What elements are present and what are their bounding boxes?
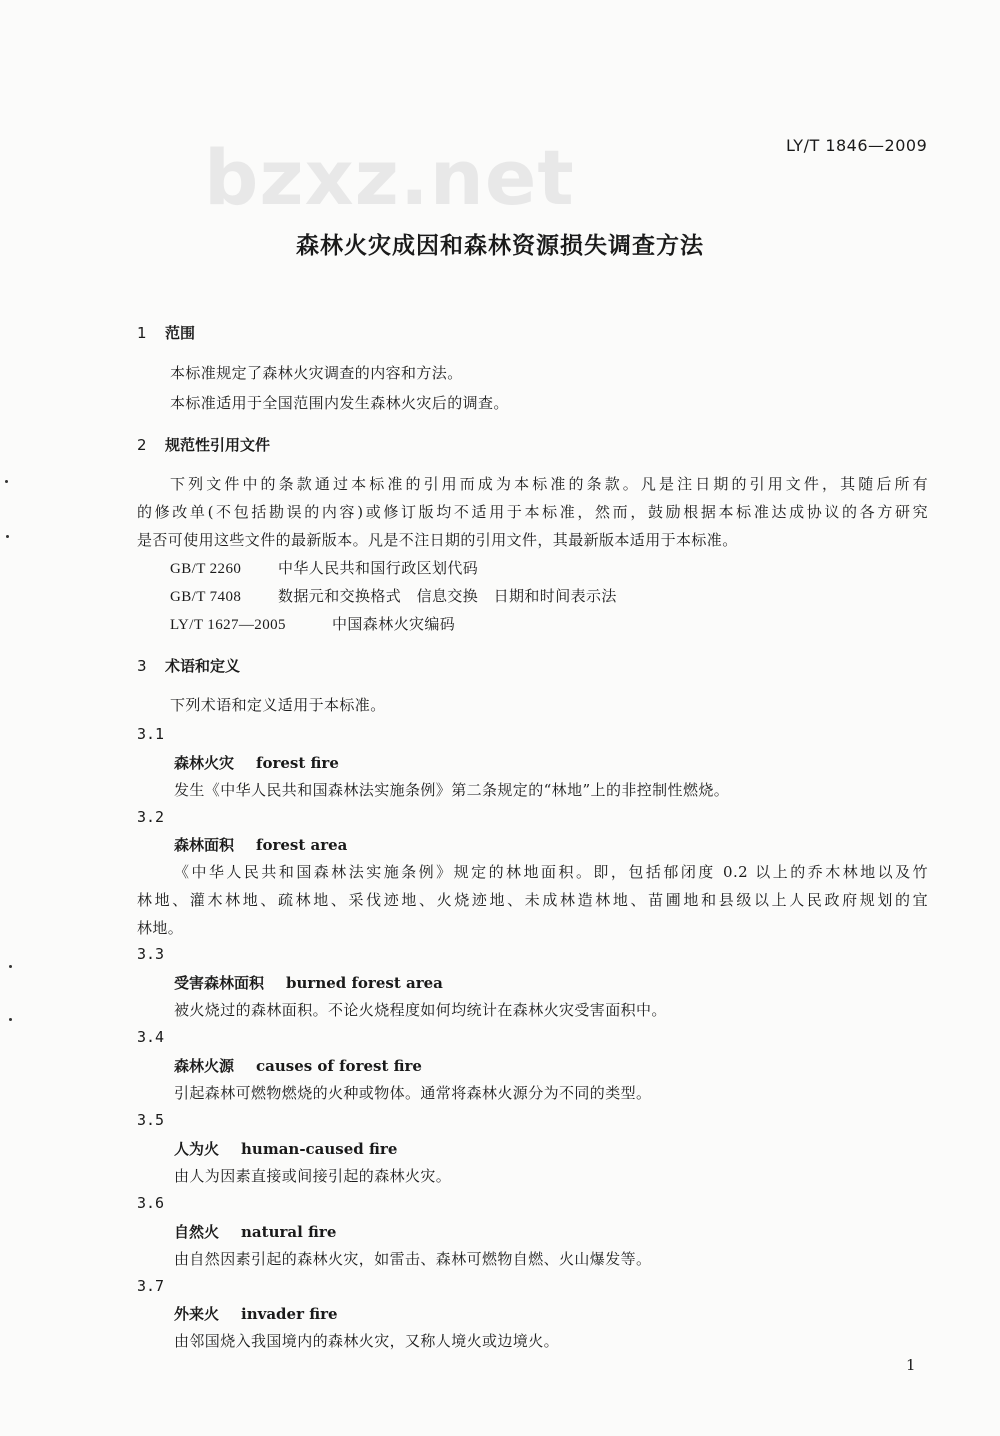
term-definition: 发生《中华人民共和国森林法实施条例》第二条规定的“林地”上的非控制性燃烧。	[174, 781, 730, 799]
term-heading	[174, 1303, 338, 1324]
term-number: 3.4	[137, 1028, 165, 1046]
term-en: invader fire	[241, 1305, 338, 1323]
term-heading	[174, 1138, 397, 1159]
reference-code: LY/T 1627—2005	[170, 617, 286, 633]
section-3-heading	[137, 655, 240, 676]
term-definition: 引起森林可燃物燃烧的火种或物体。通常将森林火源分为不同的类型。	[174, 1084, 652, 1102]
scan-speck	[6, 535, 9, 538]
reference-name: 中华人民共和国行政区划代码	[278, 559, 479, 577]
scan-speck	[9, 965, 12, 968]
page-number: 1	[906, 1356, 916, 1374]
term-en: natural fire	[241, 1223, 337, 1241]
reference-code: GB/T 2260	[170, 561, 242, 577]
section-2-heading	[137, 434, 270, 455]
term-number: 3.1	[137, 725, 165, 743]
paragraph: 下列术语和定义适用于本标准。	[170, 696, 386, 714]
term-heading	[174, 1221, 336, 1242]
term-en: forest area	[256, 836, 348, 854]
term-zh: 森林火灾	[174, 754, 235, 772]
term-en: burned forest area	[286, 974, 443, 992]
reference-name: 数据元和交换格式 信息交换 日期和时间表示法	[278, 587, 617, 605]
term-en: human-caused fire	[241, 1140, 398, 1158]
term-definition: 由自然因素引起的森林火灾，如雷击、森林可燃物自燃、火山爆发等。	[174, 1250, 652, 1268]
section-title: 术语和定义	[165, 657, 241, 675]
scan-speck	[5, 480, 8, 483]
watermark: bzxz.net	[204, 133, 575, 222]
term-zh: 外来火	[174, 1305, 220, 1323]
term-en: forest fire	[256, 754, 339, 772]
term-zh: 森林火源	[174, 1057, 235, 1075]
term-zh: 自然火	[174, 1223, 220, 1241]
term-heading	[174, 834, 347, 855]
term-number: 3.2	[137, 808, 165, 826]
term-en: causes of forest fire	[256, 1057, 422, 1075]
reference-item	[170, 613, 455, 634]
reference-item	[170, 557, 478, 578]
standard-code: LY/T 1846—2009	[786, 136, 928, 155]
reference-name: 中国森林火灾编码	[332, 615, 456, 633]
section-title: 范围	[165, 324, 196, 342]
reference-item	[170, 585, 617, 606]
term-heading	[174, 1055, 422, 1076]
reference-code: GB/T 7408	[170, 589, 242, 605]
paragraph-line: 的修改单(不包括勘误的内容)或修订版均不适用于本标准，然而，鼓励根据本标准达成协议的各方研究	[137, 503, 928, 521]
paragraph-line: 是否可使用这些文件的最新版本。凡是不注日期的引用文件，其最新版本适用于本标准。	[137, 531, 738, 549]
term-number: 3.6	[137, 1194, 165, 1212]
section-title: 规范性引用文件	[165, 436, 271, 454]
paragraph: 本标准适用于全国范围内发生森林火灾后的调查。	[170, 394, 509, 412]
section-number: 1	[137, 324, 147, 342]
term-zh: 受害森林面积	[174, 974, 265, 992]
term-definition: 由邻国烧入我国境内的森林火灾，又称人境火或边境火。	[174, 1332, 560, 1350]
term-zh: 森林面积	[174, 836, 235, 854]
scan-speck	[9, 1018, 12, 1021]
section-number: 3	[137, 657, 147, 675]
term-definition: 被火烧过的森林面积。不论火烧程度如何均统计在森林火灾受害面积中。	[174, 1001, 667, 1019]
section-number: 2	[137, 436, 147, 454]
term-definition: 由人为因素直接或间接引起的森林火灾。	[174, 1167, 452, 1185]
paragraph-line: 下列文件中的条款通过本标准的引用而成为本标准的条款。凡是注日期的引用文件，其随后所有	[170, 475, 928, 493]
term-number: 3.7	[137, 1277, 165, 1295]
term-number: 3.3	[137, 945, 165, 963]
term-definition-line: 林地。	[137, 919, 184, 937]
term-number: 3.5	[137, 1111, 165, 1129]
term-heading	[174, 752, 339, 773]
term-definition-line: 《中华人民共和国森林法实施条例》规定的林地面积。即，包括郁闭度 0.2 以上的乔木林地以及竹	[174, 863, 928, 881]
section-1-heading	[137, 322, 195, 343]
paragraph: 本标准规定了森林火灾调查的内容和方法。	[170, 364, 463, 382]
term-zh: 人为火	[174, 1140, 220, 1158]
term-heading	[174, 972, 443, 993]
term-definition-line: 林地、灌木林地、疏林地、采伐迹地、火烧迹地、未成林造林地、苗圃地和县级以上人民政府规划的宜	[137, 891, 928, 909]
document-title: 森林火灾成因和森林资源损失调查方法	[296, 233, 704, 259]
